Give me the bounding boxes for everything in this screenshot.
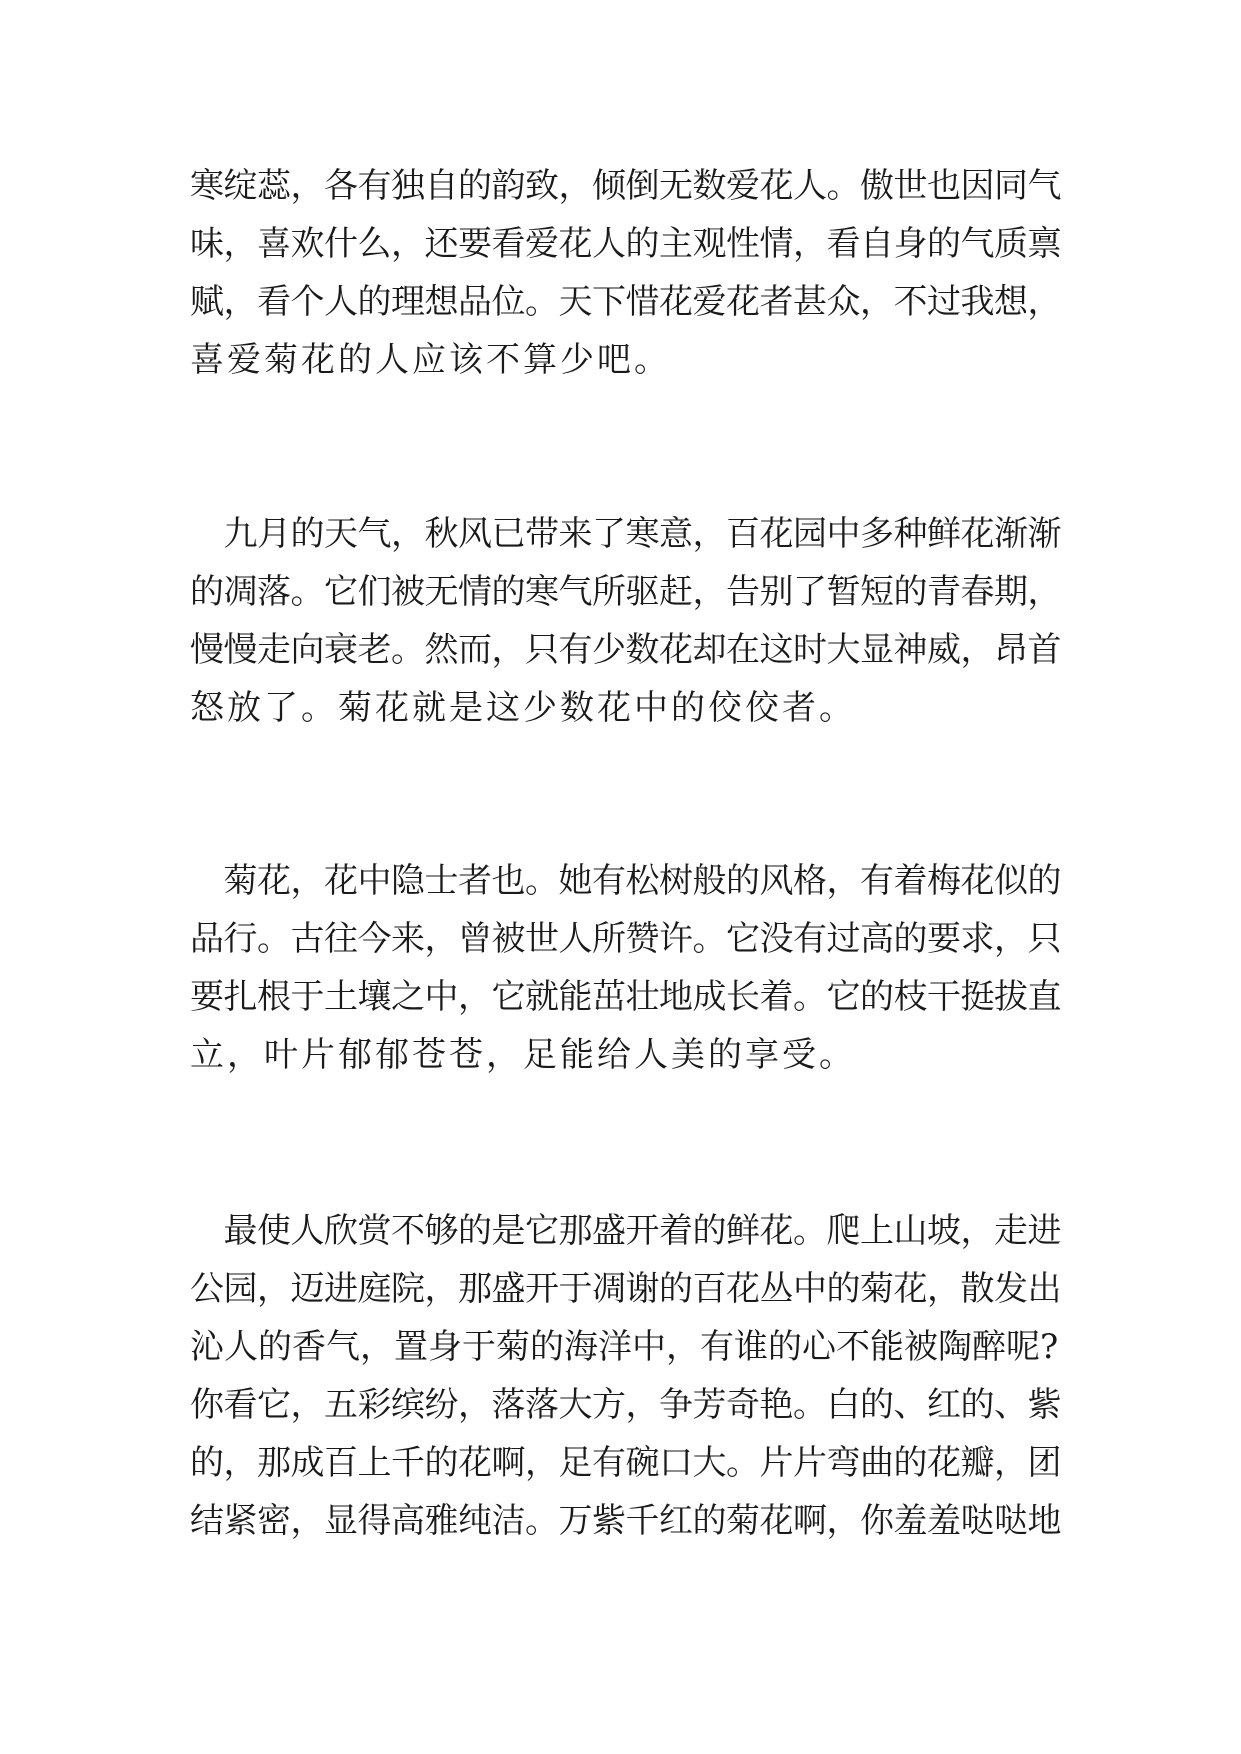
text-line: 结紧密，显得高雅纯洁。万紫千红的菊花啊，你羞羞哒哒地 xyxy=(190,1501,1061,1541)
text-line: 菊花，花中隐士者也。她有松树般的风格，有着梅花似的 xyxy=(190,861,1061,901)
text-line: 最使人欣赏不够的是它那盛开着的鲜花。爬上山坡，走进 xyxy=(190,1211,1061,1251)
text-line: 味，喜欢什么，还要看爱花人的主观性情，看自身的气质禀 xyxy=(190,224,1061,264)
text-line: 的，那成百上千的花啊，足有碗口大。片片弯曲的花瓣，团 xyxy=(190,1443,1061,1483)
text-line: 喜爱菊花的人应该不算少吧。 xyxy=(190,340,671,380)
text-line: 怒放了。菊花就是这少数花中的佼佼者。 xyxy=(190,688,856,728)
text-line: 慢慢走向衰老。然而，只有少数花却在这时大显神威，昂首 xyxy=(190,630,1061,670)
text-line: 沁人的香气，置身于菊的海洋中，有谁的心不能被陶醉呢? xyxy=(190,1327,1059,1367)
paragraph-3 xyxy=(190,852,1070,1084)
text-line: 品行。古往今来，曾被世人所赞许。它没有过高的要求，只 xyxy=(190,919,1061,959)
text-line: 你看它，五彩缤纷，落落大方，争芳奇艳。白的、红的、紫 xyxy=(190,1385,1061,1425)
paragraph-2 xyxy=(190,505,1070,737)
text-line: 九月的天气，秋风已带来了寒意，百花园中多种鲜花渐渐 xyxy=(190,514,1061,554)
paragraph-4 xyxy=(190,1202,1070,1550)
text-line: 立，叶片郁郁苍苍，足能给人美的享受。 xyxy=(190,1035,856,1075)
text-line: 赋，看个人的理想品位。天下惜花爱花者甚众，不过我想， xyxy=(190,282,1061,322)
paragraph-1 xyxy=(190,157,1070,389)
text-line: 要扎根于土壤之中，它就能茁壮地成长着。它的枝干挺拔直 xyxy=(190,977,1061,1017)
text-line: 寒绽蕊，各有独自的韵致，倾倒无数爱花人。傲世也因同气 xyxy=(190,166,1061,206)
text-line: 公园，迈进庭院，那盛开于凋谢的百花丛中的菊花，散发出 xyxy=(190,1269,1061,1309)
text-line: 的凋落。它们被无情的寒气所驱赶，告别了暂短的青春期， xyxy=(190,572,1061,612)
